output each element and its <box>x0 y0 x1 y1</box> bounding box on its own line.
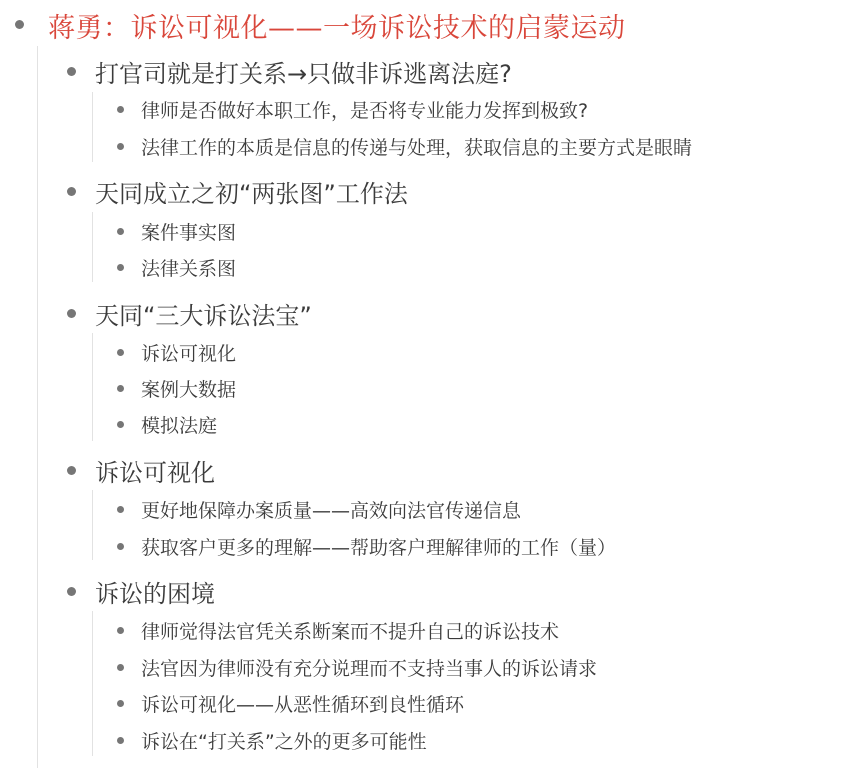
item-bullet <box>117 506 124 513</box>
item-bullet <box>117 737 124 744</box>
section-heading: 诉讼的困境 <box>95 580 215 608</box>
item-bullet <box>117 700 124 707</box>
section-bullet <box>67 67 76 76</box>
outline-guide-line <box>37 46 38 768</box>
outline-guide-line <box>92 92 93 162</box>
section-bullet <box>67 309 76 318</box>
section-heading: 诉讼可视化 <box>95 459 215 487</box>
item-bullet <box>117 228 124 235</box>
list-item: 更好地保障办案质量——高效向法官传递信息 <box>141 500 522 522</box>
section-bullet <box>67 587 76 596</box>
section-bullet <box>67 466 76 475</box>
item-bullet <box>117 106 124 113</box>
item-bullet <box>117 385 124 392</box>
list-item: 获取客户更多的理解——帮助客户理解律师的工作（量） <box>141 537 617 559</box>
item-bullet <box>117 627 124 634</box>
list-item: 案件事实图 <box>141 222 237 244</box>
outline-title: 蒋勇：诉讼可视化——一场诉讼技术的启蒙运动 <box>48 13 626 44</box>
item-bullet <box>117 543 124 550</box>
list-item: 模拟法庭 <box>141 415 218 437</box>
section-heading: 打官司就是打关系→只做非诉逃离法庭? <box>95 60 512 88</box>
item-bullet <box>117 264 124 271</box>
item-bullet <box>117 664 124 671</box>
outline-guide-line <box>92 212 93 282</box>
section-heading: 天同成立之初“两张图”工作法 <box>95 180 408 208</box>
list-item: 诉讼在“打关系”之外的更多可能性 <box>141 731 427 753</box>
list-item: 诉讼可视化 <box>141 343 237 365</box>
outline-guide-line <box>92 611 93 756</box>
list-item: 法律工作的本质是信息的传递与处理，获取信息的主要方式是眼睛 <box>141 137 693 159</box>
section-bullet <box>67 187 76 196</box>
list-item: 律师觉得法官凭关系断案而不提升自己的诉讼技术 <box>141 621 560 643</box>
title-bullet <box>15 20 24 29</box>
list-item: 法律关系图 <box>141 258 237 280</box>
section-heading: 天同“三大诉讼法宝” <box>95 302 312 330</box>
outline-guide-line <box>92 490 93 560</box>
outline-guide-line <box>92 333 93 441</box>
item-bullet <box>117 421 124 428</box>
item-bullet <box>117 349 124 356</box>
list-item: 诉讼可视化——从恶性循环到良性循环 <box>141 694 465 716</box>
list-item: 案例大数据 <box>141 379 237 401</box>
list-item: 律师是否做好本职工作，是否将专业能力发挥到极致? <box>141 100 589 122</box>
item-bullet <box>117 143 124 150</box>
list-item: 法官因为律师没有充分说理而不支持当事人的诉讼请求 <box>141 658 598 680</box>
